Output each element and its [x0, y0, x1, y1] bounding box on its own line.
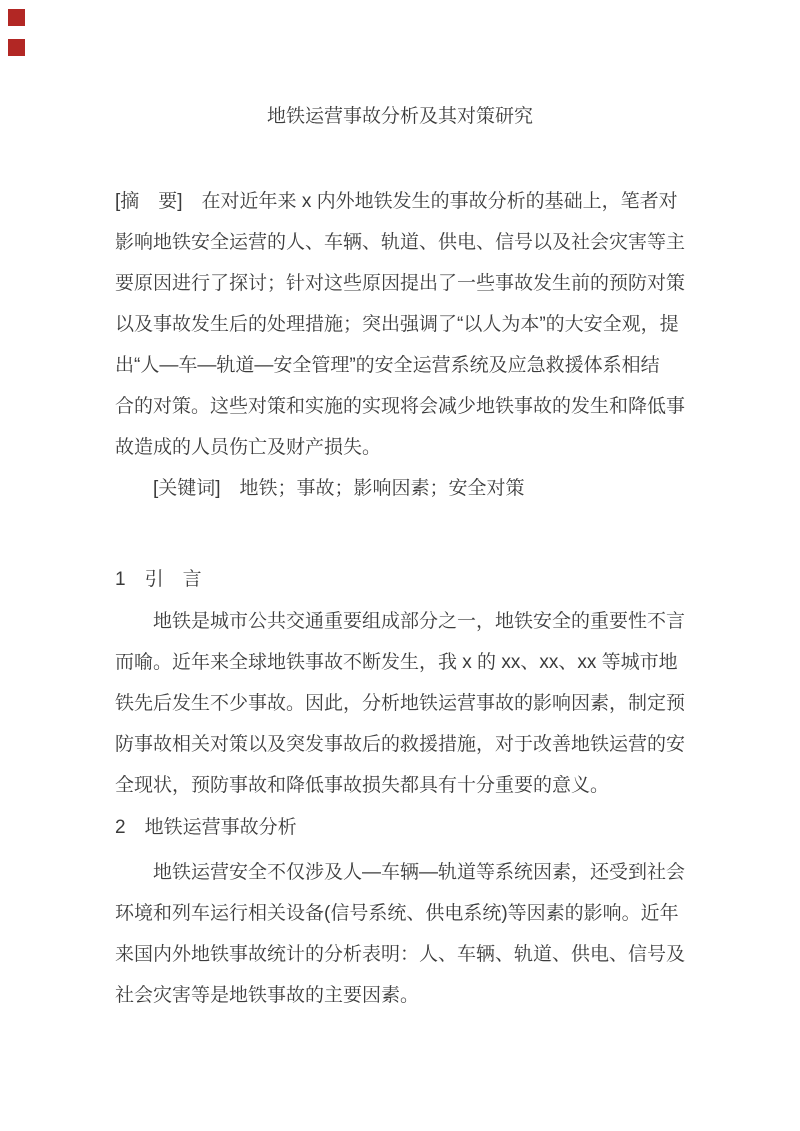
- text-line: 防事故相关对策以及突发事故后的救援措施，对于改善地铁运营的安: [115, 734, 686, 755]
- text-line: 以及事故发生后的处理措施；突出强调了“以人为本”的大安全观，提: [115, 314, 679, 335]
- red-square-icon: [8, 39, 25, 56]
- section-2-paragraph: [115, 852, 685, 1016]
- text-line: 环境和列车运行相关设备(信号系统、供电系统)等因素的影响。近年: [115, 903, 679, 924]
- document-title: 地铁运营事故分析及其对策研究: [266, 106, 533, 127]
- keywords-line: [关键词] 地铁；事故；影响因素；安全对策: [115, 478, 525, 499]
- corner-markers: [8, 9, 25, 69]
- section-1-paragraph: [115, 601, 685, 806]
- text-line: 出“人—车—轨道—安全管理”的安全运营系统及应急救援体系相结: [115, 355, 660, 376]
- section-1-heading: 1 引 言: [115, 569, 202, 590]
- abstract-paragraph: [115, 181, 685, 468]
- text-line: 故造成的人员伤亡及财产损失。: [115, 437, 382, 458]
- text-line: 地铁运营安全不仅涉及人—车辆—轨道等系统因素，还受到社会: [115, 862, 686, 883]
- text-line: 社会灾害等是地铁事故的主要因素。: [115, 985, 420, 1006]
- text-line: 而喻。近年来全球地铁事故不断发生，我 x 的 xx、xx、xx 等城市地: [115, 652, 678, 673]
- text-line: 来国内外地铁事故统计的分析表明：人、车辆、轨道、供电、信号及: [115, 944, 686, 965]
- text-line: 影响地铁安全运营的人、车辆、轨道、供电、信号以及社会灾害等主: [115, 232, 686, 253]
- text-line: 合的对策。这些对策和实施的实现将会减少地铁事故的发生和降低事: [115, 396, 686, 417]
- text-line: [摘 要] 在对近年来 x 内外地铁发生的事故分析的基础上，笔者对: [115, 191, 678, 212]
- red-square-icon: [8, 9, 25, 26]
- text-line: 全现状，预防事故和降低事故损失都具有十分重要的意义。: [115, 775, 610, 796]
- text-line: 地铁是城市公共交通重要组成部分之一，地铁安全的重要性不言: [115, 611, 686, 632]
- text-line: 要原因进行了探讨；针对这些原因提出了一些事故发生前的预防对策: [115, 273, 686, 294]
- section-2-heading: 2 地铁运营事故分析: [115, 817, 297, 838]
- text-line: 铁先后发生不少事故。因此，分析地铁运营事故的影响因素，制定预: [115, 693, 686, 714]
